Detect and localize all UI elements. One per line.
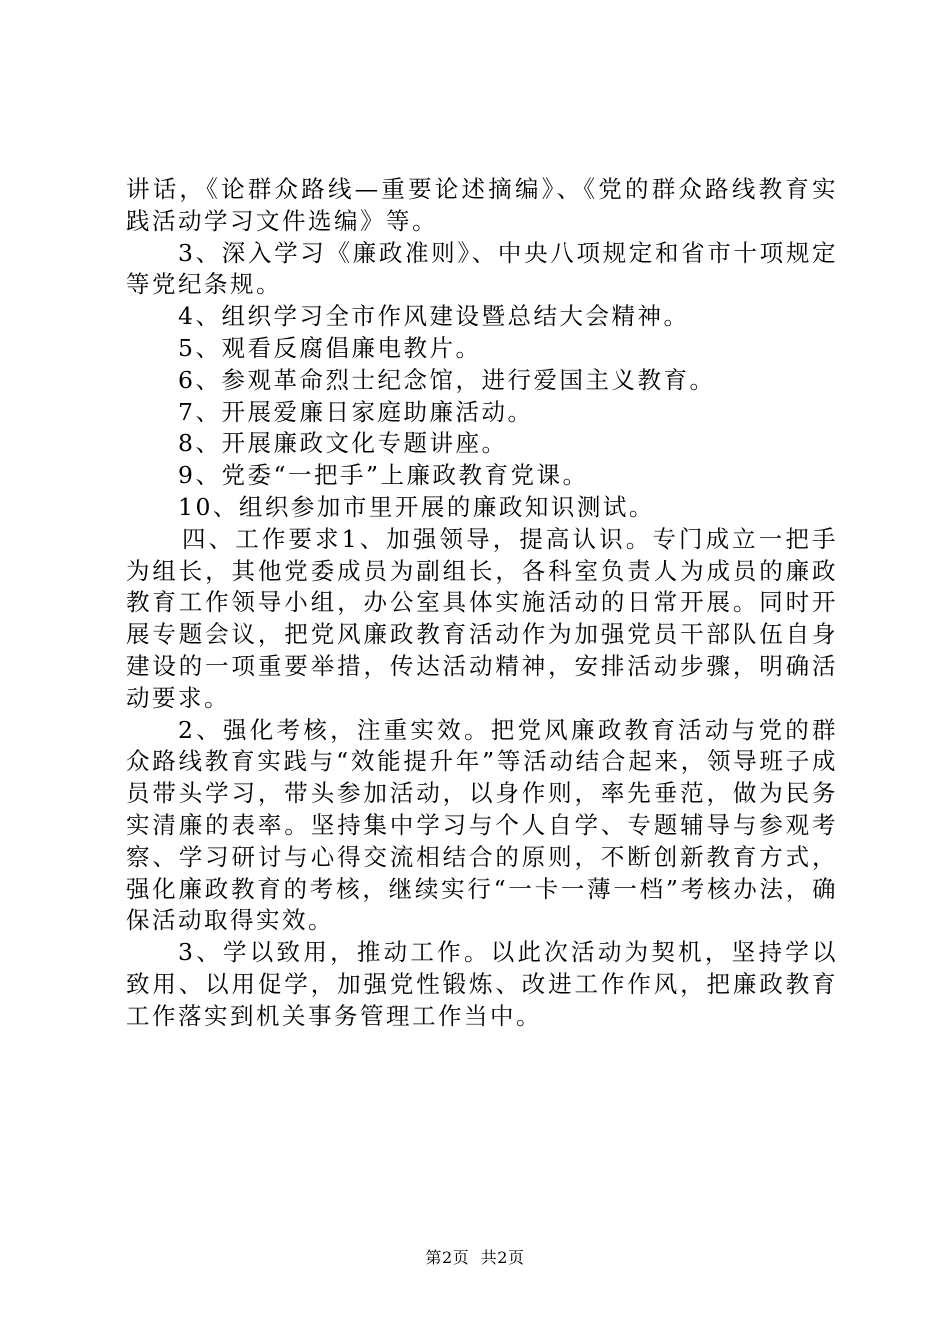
list-item-10: 10、组织参加市里开展的廉政知识测试。 — [178, 492, 655, 521]
section-work-requirements: 四、工作要求1、加强领导，提高认识。专门成立一把手为组长，其他党委成员为副组长，各科室负责人为成员的廉政教育工作领导小组，办公室具体实施活动的日常开展。同时开展专题会议，把党风廉政教育活动作为加强党员干部队伍自身建设的一项重要举措，传达活动精神，安排活动步骤，明确活动要求。 — [126, 524, 838, 712]
page-footer — [0, 1245, 950, 1268]
requirement-3: 3、学以致用，推动工作。以此次活动为契机，坚持学以致用、以用促学，加强党性锻炼、改进工作作风，把廉政教育工作落实到机关事务管理工作当中。 — [126, 938, 838, 1030]
list-item-6: 6、参观革命烈士纪念馆，进行爱国主义教育。 — [178, 365, 716, 394]
requirement-2: 2、强化考核，注重实效。把党风廉政教育活动与党的群众路线教育实践与“效能提升年”等活动结合起来，领导班子成员带头学习，带头参加活动，以身作则，率先垂范，做为民务实清廉的表率。坚持集中学习与个人自学、专题辅导与参观考察、学习研讨与心得交流相结合的原则，不断创新教育方式，强化廉政教育的考核，继续实行“一卡一薄一档”考核办法，确保活动取得实效。 — [126, 715, 838, 935]
list-item-3: 3、深入学习《廉政准则》、中央八项规定和省市十项规定等党纪条规。 — [126, 238, 838, 299]
list-item-7: 7、开展爱廉日家庭助廉活动。 — [178, 397, 534, 426]
paragraph-continuation: 讲话，《论群众路线—重要论述摘编》、《党的群众路线教育实践活动学习文件选编》等。 — [126, 175, 838, 235]
list-item-9: 9、党委“一把手”上廉政教育党课。 — [178, 461, 589, 490]
page-number: 第2页 — [425, 1248, 470, 1267]
document-body — [126, 174, 838, 1033]
list-item-4: 4、组织学习全市作风建设暨总结大会精神。 — [178, 302, 690, 331]
list-item-5: 5、观看反腐倡廉电教片。 — [178, 333, 482, 362]
page-total: 共2页 — [480, 1248, 525, 1267]
list-item-8: 8、开展廉政文化专题讲座。 — [178, 429, 508, 458]
